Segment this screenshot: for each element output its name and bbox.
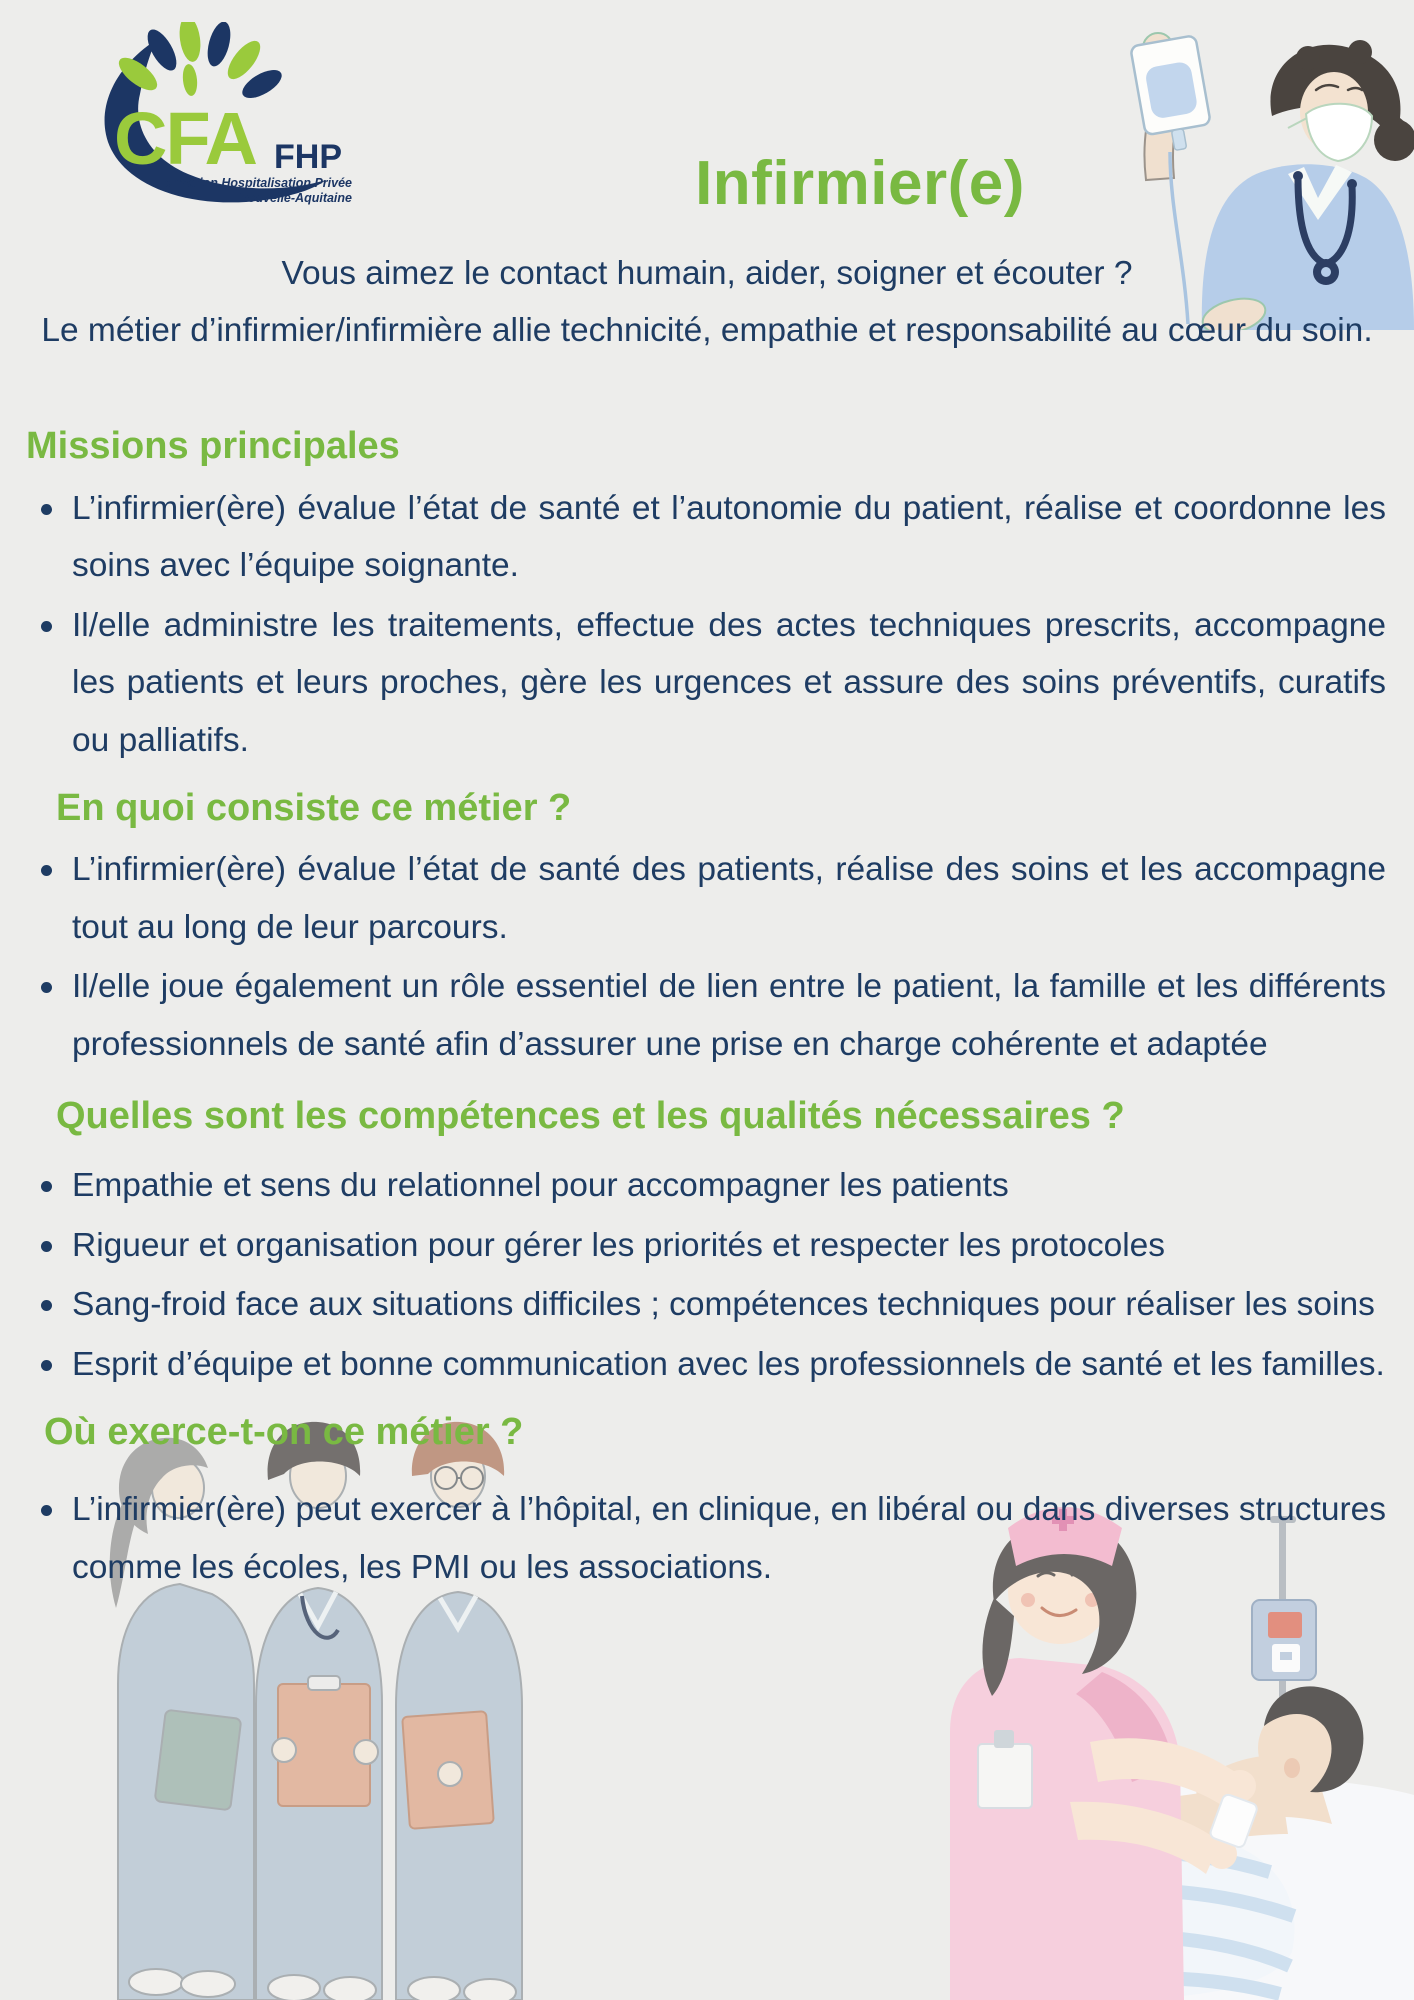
bullet-item	[34, 1336, 1386, 1394]
bullet-item	[34, 480, 1386, 595]
section-heading: En quoi consiste ce métier ?	[56, 786, 572, 829]
logo-subtitle	[38, 176, 352, 206]
cfa-fhp-logo	[38, 22, 352, 222]
logo-acronym: CFA	[114, 97, 256, 180]
bullet-item	[34, 1481, 1386, 1596]
section-heading: Où exerce-t-on ce métier ?	[44, 1410, 524, 1453]
bullet-text: L’infirmier(ère) évalue l’état de santé des patients, réalise des soins et les accompagne tout au long de leur parcours.	[72, 851, 1386, 946]
section-metier	[0, 786, 1414, 1074]
bullet-item	[34, 841, 1386, 956]
bullet-text: Rigueur et organisation pour gérer les priorités et respecter les protocoles	[72, 1226, 1166, 1264]
bullet-item	[34, 958, 1386, 1073]
section-competences	[0, 1094, 1414, 1394]
bullet-text: L’infirmier(ère) évalue l’état de santé et l’autonomie du patient, réalise et coordonne les soins avec l’équipe soignante.	[72, 489, 1386, 585]
iv-pump-icon	[1252, 1600, 1316, 1680]
bullet-list	[0, 841, 1414, 1073]
bullet-text: Empathie et sens du relationnel pour accompagner les patients	[72, 1167, 1009, 1205]
bullet-list	[0, 1157, 1414, 1393]
bullet-text: Esprit d’équipe et bonne communication avec les professionnels de santé et les familles.	[72, 1346, 1385, 1384]
section-heading: Quelles sont les compétences et les qualités nécessaires ?	[56, 1094, 1125, 1137]
logo-subtitle-line1: Formation Hospitalisation Privée	[156, 176, 352, 190]
sections-content	[0, 424, 1414, 1597]
logo-subtitle-line2: Nouvelle-Aquitaine	[238, 191, 352, 205]
bullet-item	[34, 1276, 1386, 1334]
bullet-item	[34, 1217, 1386, 1275]
section-heading: Missions principales	[26, 425, 400, 467]
bullet-list	[0, 1481, 1414, 1596]
logo-suffix: FHP	[274, 138, 342, 176]
intro-line1: Vous aimez le contact humain, aider, soigner et écouter ?	[281, 255, 1133, 292]
section-missions	[0, 424, 1414, 770]
bullet-list	[0, 480, 1414, 770]
intro-paragraph	[17, 246, 1397, 360]
page-title: Infirmier(e)	[695, 148, 1025, 218]
section-lieux-exercice	[0, 1410, 1414, 1597]
bullet-text: L’infirmier(ère) peut exercer à l’hôpital, en clinique, en libéral ou dans diverses structures comme les écoles, les PMI ou les associations.	[72, 1491, 1386, 1586]
bullet-text: Sang-froid face aux situations difficiles ; compétences techniques pour réaliser les soins	[72, 1286, 1375, 1324]
bullet-text: Il/elle administre les traitements, effectue des actes techniques prescrits, accompagne les patients et leurs proches, gère les urgences et assure des soins préventifs, curatifs ou palliatifs.	[72, 606, 1386, 760]
iv-bag-icon	[1130, 35, 1214, 155]
bullet-item	[34, 1157, 1386, 1215]
bullet-item	[34, 597, 1386, 770]
intro-line2: Le métier d’infirmier/infirmière allie technicité, empathie et responsabilité au cœur du soin.	[41, 311, 1373, 349]
bullet-text: Il/elle joue également un rôle essentiel de lien entre le patient, la famille et les différents professionnels de santé afin d’assurer une prise en charge cohérente et adaptée	[72, 968, 1386, 1064]
